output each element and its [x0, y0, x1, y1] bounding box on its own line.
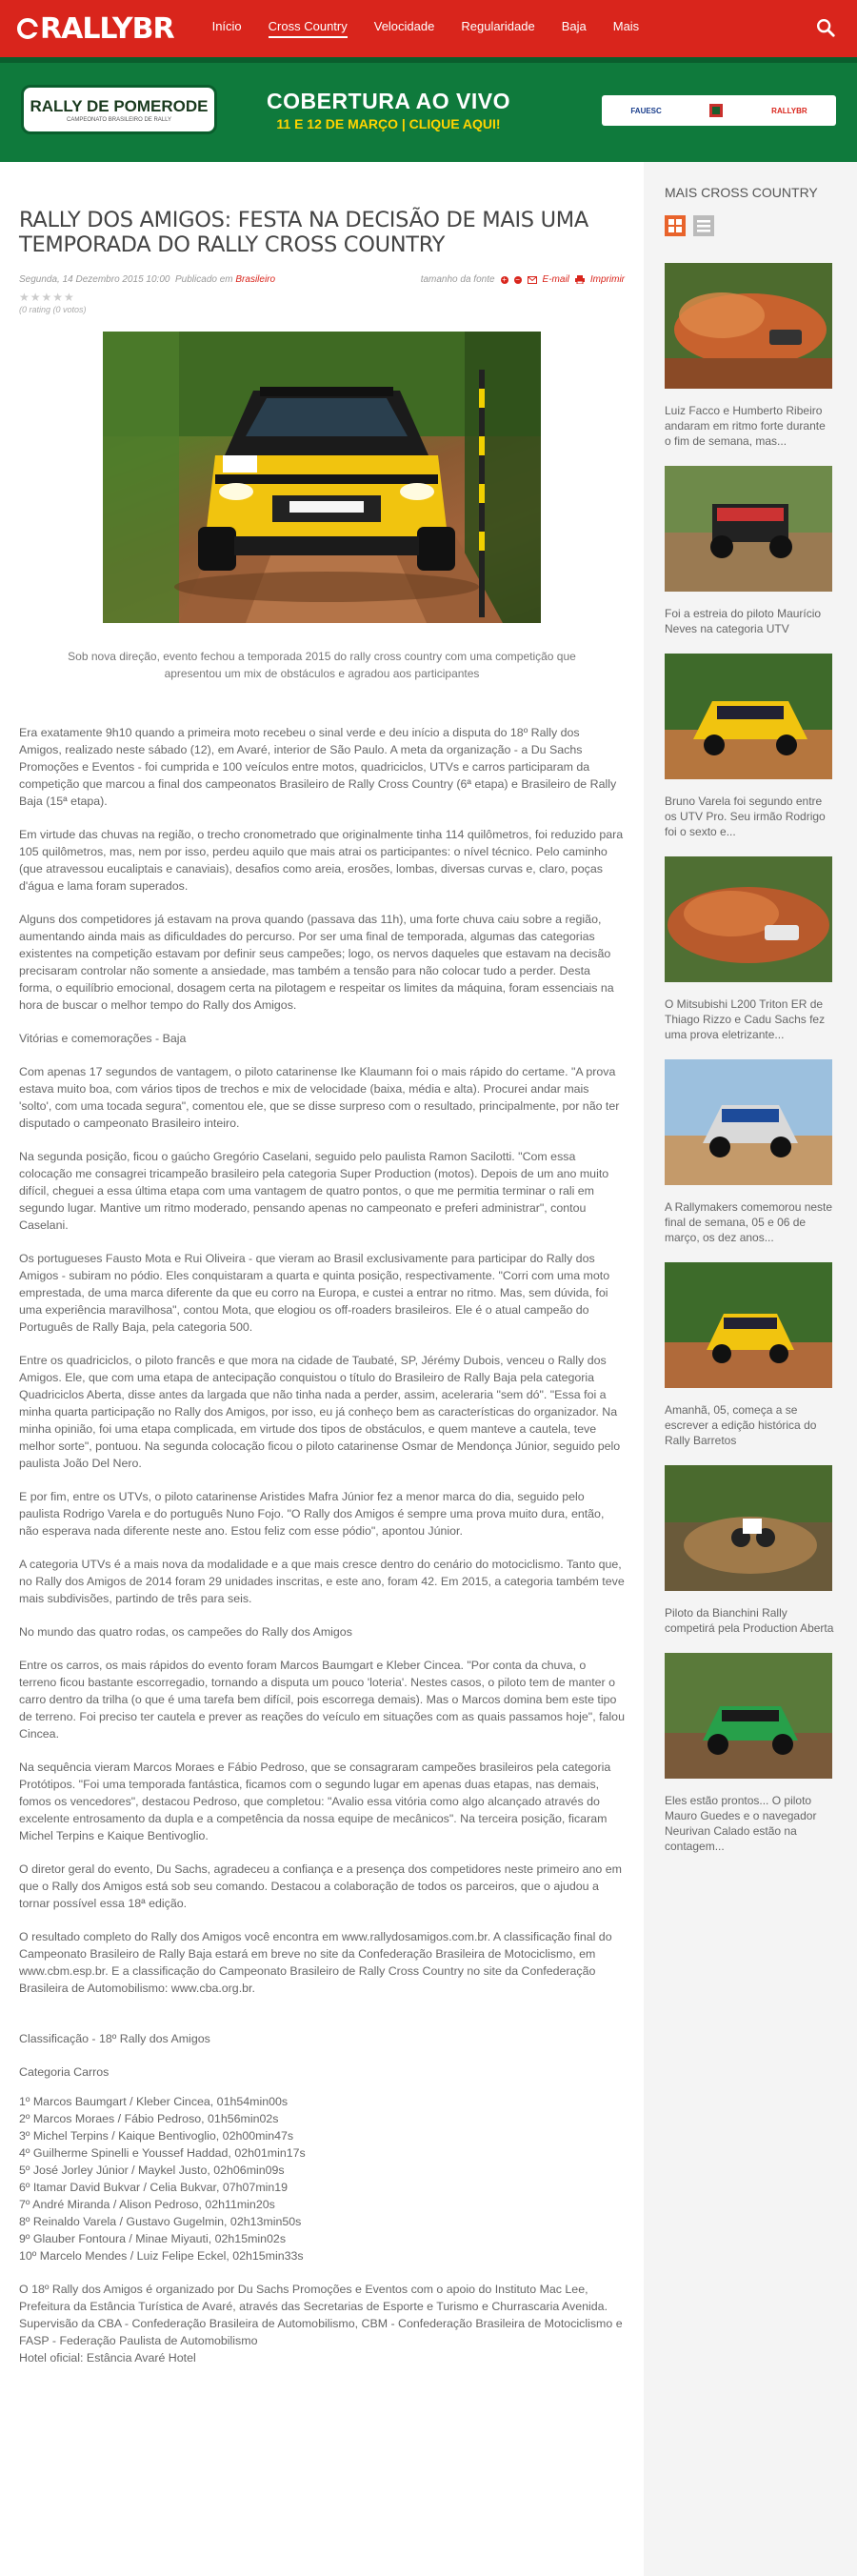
- banner-logo-subtitle: CAMPEONATO BRASILEIRO DE RALLY: [66, 116, 172, 123]
- sidebar-thumbnail[interactable]: [665, 1465, 832, 1591]
- email-icon[interactable]: [528, 276, 537, 284]
- sidebar-article-card[interactable]: [665, 856, 844, 1042]
- photo-caption: Sob nova direção, evento fechou a temporada 2015 do rally cross country com uma competição que apresentou um mix de obstáculos e agradou aos participantes: [68, 650, 576, 680]
- search-icon[interactable]: [815, 17, 836, 38]
- classification-title: Classificação - 18º Rally dos Amigos: [19, 2032, 210, 2045]
- sidebar-article-text[interactable]: Luiz Facco e Humberto Ribeiro andaram em ritmo forte durante o fim de semana, mas...: [665, 404, 826, 448]
- article-main: [0, 162, 644, 2576]
- sidebar-title: MAIS CROSS COUNTRY: [665, 185, 818, 200]
- article-paragraph: Alguns dos competidores já estavam na prova quando (passava das 11h), uma forte chuva caiu sobre a região, aumentando ainda mais as dificuldades do percurso. Por ser uma final de temporada, algumas das categorias existentes na competição estavam por definir seus campeões; logo, os nervos daqueles que estavam na decisão precisaram controlar não somente a ansiedade, mas também a tensão para não colocar tudo a perder. Desta forma, o equilíbrio emocional, dosagem certa na pilotagem e respeitar os limites da máquina, foram essenciais na hora de buscar o melhor tempo do Rally dos Amigos.: [19, 913, 614, 1012]
- result-row: 7º André Miranda / Alison Pedroso, 02h11min20s: [19, 2198, 275, 2211]
- sidebar-article-text[interactable]: Foi a estreia do piloto Maurício Neves na categoria UTV: [665, 607, 822, 635]
- article-paragraph: Entre os carros, os mais rápidos do evento foram Marcos Baumgart e Kleber Cincea. "Por conta da chuva, o terreno ficou bastante escorregadio, tornando a disputa um pouco 'loteria'. Nestes casos, o piloto tem de manter o carro dentro da trilha (o que é uma tarefa bem difícil, pois escorrega demais). Mas o Marcos domina bem este tipo de terreno. Foi preciso ter cautela e prever as reações do veículo em situações com as quais passamos hoje", falou Cincea.: [19, 1659, 625, 1741]
- footer-line: Supervisão da CBA - Confederação Brasileira de Automobilismo, CBM - Confederação Brasileira de Motociclismo e FASP - Federação Paulista de Automobilismo: [19, 2317, 623, 2347]
- site-logo-text: RALLYBR: [40, 11, 174, 46]
- sidebar-thumbnail[interactable]: [665, 263, 832, 389]
- article-title: RALLY DOS AMIGOS: FESTA NA DECISÃO DE MAIS UMA TEMPORADA DO RALLY CROSS COUNTRY: [19, 208, 589, 257]
- sidebar-article-text[interactable]: Amanhã, 05, começa a se escrever a edição histórica do Rally Barretos: [665, 1403, 817, 1447]
- nav-item-regularidade[interactable]: Regularidade: [461, 19, 535, 33]
- sidebar-article-card[interactable]: [665, 654, 844, 839]
- banner-logo-title: RALLY DE POMERODE: [30, 96, 209, 115]
- view-toggle: [665, 215, 844, 236]
- sidebar-thumbnail[interactable]: [665, 856, 832, 982]
- result-row: 3º Michel Terpins / Kaique Bentivoglio, 02h00min47s: [19, 2129, 294, 2143]
- sidebar-thumbnail[interactable]: [665, 1653, 832, 1779]
- email-link[interactable]: E-mail: [542, 274, 569, 285]
- sidebar-article-text[interactable]: Eles estão prontos... O piloto Mauro Guedes e o navegador Neurivan Calado estão na contagem...: [665, 1794, 817, 1853]
- sponsor-rallybr: RALLYBR: [771, 106, 807, 115]
- section-heading-baja: Vitórias e comemorações - Baja: [19, 1032, 187, 1045]
- sidebar-thumbnail[interactable]: [665, 654, 832, 779]
- result-row: 4º Guilherme Spinelli e Youssef Haddad, 02h01min17s: [19, 2146, 306, 2160]
- nav-item-inicio[interactable]: Início: [211, 19, 242, 33]
- result-row: 9º Glauber Fontoura / Minae Miyauti, 02h15min02s: [19, 2232, 287, 2245]
- banner-sponsors: [602, 95, 836, 126]
- result-row: 1º Marcos Baumgart / Kleber Cincea, 01h54min00s: [19, 2095, 289, 2108]
- footer-line: O 18º Rally dos Amigos é organizado por Du Sachs Promoções e Eventos com o apoio do Instituto Mac Lee, Prefeitura da Estância Turística de Avaré, através das Secretarias de Esporte e Turismo e Churrascaria Avenida.: [19, 2283, 608, 2313]
- article-hero-photo: [103, 332, 541, 623]
- nav-item-cross-country[interactable]: Cross Country: [269, 19, 348, 38]
- sponsor-fauesc: FAUESC: [630, 106, 662, 115]
- banner-headline-block: [267, 89, 510, 131]
- section-heading-cars: No mundo das quatro rodas, os campeões do Rally dos Amigos: [19, 1625, 352, 1639]
- sidebar-article-text[interactable]: A Rallymakers comemorou neste final de semana, 05 e 06 de março, os dez anos...: [665, 1200, 833, 1244]
- article-category-link[interactable]: Brasileiro: [235, 274, 276, 285]
- article-paragraph: Em virtude das chuvas na região, o trecho cronometrado que originalmente tinha 114 quilômetros, foi reduzido para 105 quilômetros, mas, nem por isso, perdeu aquilo que mais atrai os participantes: o nível técnico. Pelo caminho (que atravessou eucaliptais e canaviais), desafios como areia, erosões, lombas, diversas curvas e, claro, poças d'água e lama foram superados.: [19, 828, 624, 893]
- footer-notes: [19, 2281, 625, 2366]
- font-increase-icon[interactable]: +: [502, 274, 507, 284]
- sidebar-article-text[interactable]: Bruno Varela foi segundo entre os UTV Pro. Seu irmão Rodrigo foi o sexto e...: [665, 795, 826, 838]
- list-view-icon[interactable]: [693, 215, 714, 236]
- article-meta: [19, 274, 625, 285]
- print-link[interactable]: Imprimir: [589, 274, 625, 285]
- article-paragraph: Com apenas 17 segundos de vantagem, o piloto catarinense Ike Klaumann foi o mais rápido do certame. "A prova estava muito boa, com vários tipos de trechos e mix de velocidade (baixa, média e alta). Procurei andar mais 'solto', com uma tocada segura", comentou ele, que se disse surpreso com o resultado, principalmente, por não ter disputado o campeonato Brasileiro inteiro.: [19, 1065, 620, 1130]
- sidebar-article-card[interactable]: [665, 466, 844, 636]
- font-size-label: tamanho da fonte: [420, 274, 495, 285]
- results-list: [19, 2093, 625, 2264]
- top-navbar: [0, 0, 857, 57]
- article-paragraph: E por fim, entre os UTVs, o piloto catarinense Aristides Mafra Júnior fez a menor marca do dia, seguido pelo paulista Rodrigo Varela e do português Nuno Fojo. "O Rally dos Amigos é sempre uma prova muito dura, então, não esperava nada diferente neste ano. Estou feliz com esse pódio", apontou Júnior.: [19, 1490, 605, 1538]
- live-coverage-banner[interactable]: [0, 57, 857, 162]
- logo-ring-icon: [17, 18, 38, 39]
- font-decrease-icon[interactable]: −: [515, 274, 520, 284]
- article-paragraph: A categoria UTVs é a mais nova da modalidade e a que mais cresce dentro do cenário do motociclismo. Tanto que, no Rally dos Amigos de 2014 foram 29 unidades inscritas, e este ano, foram 42. Em 2015, a categoria também teve mais subdivisões, partindo de três para seis.: [19, 1558, 625, 1605]
- result-row: 10º Marcelo Mendes / Luiz Felipe Eckel, 02h15min33s: [19, 2249, 304, 2263]
- sidebar-thumbnail[interactable]: [665, 1059, 832, 1185]
- article-paragraph: O resultado completo do Rally dos Amigos você encontra em www.rallydosamigos.com.br. A classificação final do Campeonato Brasileiro de Rally Baja estará em breve no site da Confederação Brasileira de Motociclismo, em www.cbm.esp.br. E a classificação do Campeonato Brasileiro de Rally Cross Country no site da Confederação Brasileira de Automobilismo: www.cba.org.br.: [19, 1930, 612, 1995]
- article-paragraph: O diretor geral do evento, Du Sachs, agradeceu a confiança e a presença dos competidores neste primeiro ano em que o Rally dos Amigos está sob seu comando. Destacou a colaboração de todos os parceiros, que o ajudou a tornar possível essa 18ª edição.: [19, 1862, 622, 1910]
- sidebar-thumbnail[interactable]: [665, 1262, 832, 1388]
- result-row: 8º Reinaldo Varela / Gustavo Gugelmin, 02h13min50s: [19, 2215, 302, 2228]
- nav-item-velocidade[interactable]: Velocidade: [373, 19, 435, 33]
- sidebar-article-card[interactable]: [665, 1653, 844, 1854]
- print-icon[interactable]: [575, 275, 585, 284]
- sidebar-article-text[interactable]: O Mitsubishi L200 Triton ER de Thiago Rizzo e Cadu Sachs fez uma prova eletrizante...: [665, 997, 826, 1041]
- grid-view-icon[interactable]: [665, 215, 686, 236]
- article-paragraph: Entre os quadriciclos, o piloto francês e que mora na cidade de Taubaté, SP, Jérémy Dubois, venceu o Rally dos Amigos. Ele, que com uma etapa de antecipação conquistou o título do Brasileiro de Rally Baja pela categoria Quadriciclos Aberta, disse antes da largada que não tinha nada a perder, assim, aceleraria "sem dó". "Essa foi a minha quarta participação no Rally dos Amigos, por isso, eu já conheço bem as características do organizador. Na minha opinião, foi uma etapa complicada, em virtude dos tipos de obstáculos, e quem manteve a cautela, teve melhor sorte", pontuou. Na segunda colocação ficou o piloto catarinense Osmar de Mendonça Júnior, seguido pelo paulista João Del Nero.: [19, 1354, 621, 1470]
- rating-text: (0 rating (0 votos): [19, 305, 87, 314]
- sidebar-article-card[interactable]: [665, 1262, 844, 1448]
- site-logo[interactable]: [17, 12, 174, 46]
- result-row: 5º José Jorley Júnior / Maykel Justo, 02h06min09s: [19, 2163, 285, 2177]
- rally-pomerode-logo: [21, 85, 217, 134]
- main-nav: [212, 19, 640, 38]
- sidebar-article-card[interactable]: [665, 263, 844, 449]
- sidebar-thumbnail[interactable]: [665, 466, 832, 592]
- sidebar-article-card[interactable]: [665, 1059, 844, 1245]
- rally-car-illustration: [103, 332, 541, 623]
- sidebar-article-card[interactable]: [665, 1465, 844, 1636]
- article-paragraph: Os portugueses Fausto Mota e Rui Oliveira - que vieram ao Brasil exclusivamente para participar do Rally dos Amigos - subiram no pódio. Eles conquistaram a quarta e quinta posição, respectivamente. "Corri com uma moto emprestada, de uma marca diferente da que eu corro na Europa, e custei a entrar no ritmo. Mas, sem dúvida, foi uma experiência maravilhosa", contou Mota, que elogiou os off-roaders brasileiros. Ele é o atual campeão do Português de Rally Baja, pela categoria 500.: [19, 1252, 610, 1334]
- article-paragraph: Na segunda posição, ficou o gaúcho Gregório Caselani, seguido pelo paulista Ramon Sacilotti. "Com essa colocação me consagrei tricampeão brasileiro pela categoria Super Production (motos). Depois de um ano muito difícil, cheguei a essa última etapa com uma vantagem de quatro pontos, o que me permitia terminar o rali em segundo lugar. Mantive um ritmo moderado, pensando apenas no campeonato e preferi administrar", contou Caselani.: [19, 1150, 609, 1232]
- sidebar-more-cross-country: [644, 162, 857, 2576]
- result-row: 6º Itamar David Bukvar / Celia Bukvar, 07h07min19: [19, 2181, 289, 2194]
- result-row: 2º Marcos Moraes / Fábio Pedroso, 01h56min02s: [19, 2112, 279, 2125]
- article-body: [19, 724, 625, 2366]
- nav-item-mais[interactable]: Mais: [612, 19, 640, 33]
- banner-subline[interactable]: 11 E 12 DE MARÇO | CLIQUE AQUI!: [276, 115, 501, 131]
- footer-line: Hotel oficial: Estância Avaré Hotel: [19, 2351, 196, 2365]
- category-title: Categoria Carros: [19, 2065, 110, 2079]
- published-in-label: Publicado em: [175, 274, 233, 285]
- nav-item-baja[interactable]: Baja: [561, 19, 587, 33]
- banner-headline: COBERTURA AO VIVO: [267, 88, 510, 113]
- article-paragraph: Era exatamente 9h10 quando a primeira moto recebeu o sinal verde e deu início a disputa do 18º Rally dos Amigos, realizado neste sábado (12), em Avaré, interior de São Paulo. A meta da organização - a Du Sachs Promoções e Eventos - foi cumprida e 100 veículos entre motos, quadriciclos, UTVs e carros participaram da competição que marcou a final dos campeonatos Brasileiro de Rally Cross Country (6ª etapa) e Brasileiro de Rally Baja (15ª etapa).: [19, 726, 617, 808]
- sponsor-crest-icon: [708, 102, 725, 119]
- rating-stars[interactable]: ★★★★★: [19, 291, 75, 304]
- sidebar-article-text[interactable]: Piloto da Bianchini Rally competirá pela Production Aberta: [665, 1606, 834, 1635]
- article-date: Segunda, 14 Dezembro 2015 10:00: [19, 274, 170, 285]
- article-paragraph: Na sequência vieram Marcos Moraes e Fábio Pedroso, que se consagraram campeões brasileiros pela categoria Protótipos. "Foi uma temporada fantástica, ficamos com o segundo lugar em apenas duas etapas, nas demais, fomos os vencedores", destacou Pedroso, que completou: "Avalio essa vitória como algo alcançado através do excelente entrosamento da dupla e a competência da nossa equipe de mecânicos". Na terceira posição, ficaram Michel Terpins e Kaique Bentivoglio.: [19, 1761, 611, 1842]
